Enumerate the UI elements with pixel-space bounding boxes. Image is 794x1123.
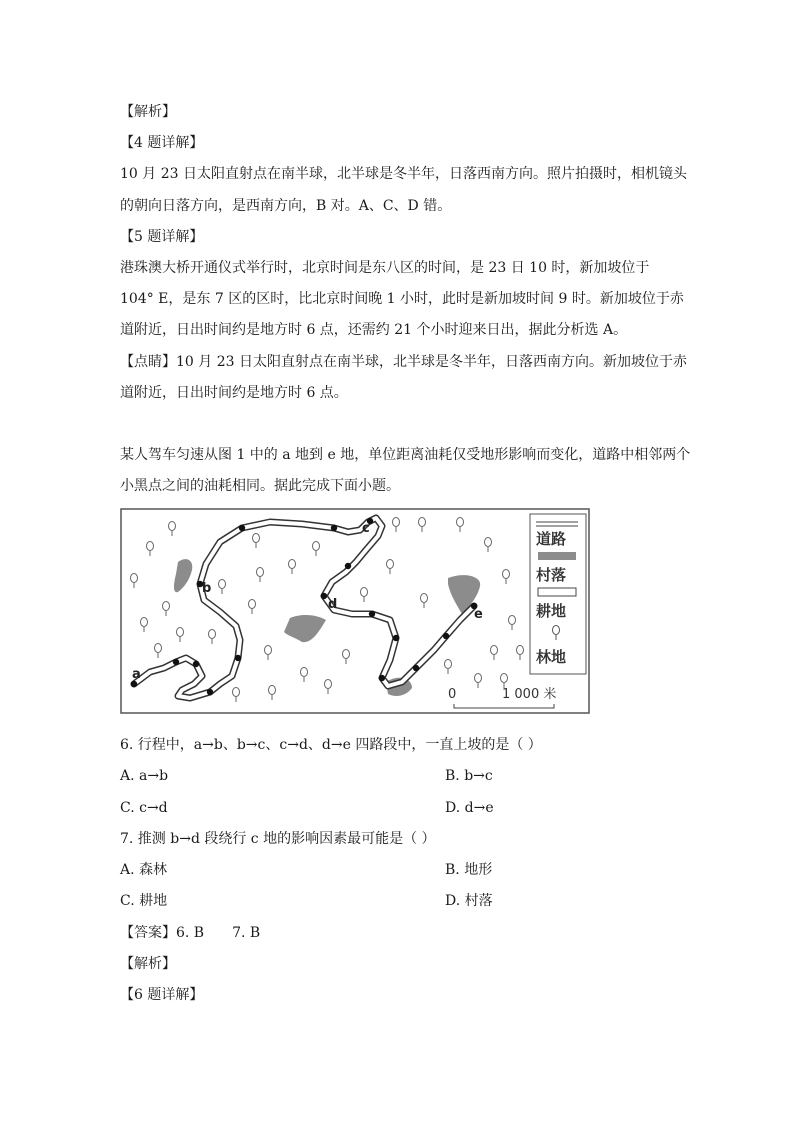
line-q5-1: 港珠澳大桥开通仪式举行时，北京时间是东八区的时间，是 23 日 10 时，新加坡位于	[120, 260, 650, 276]
answer-label: 【答案】	[120, 925, 176, 941]
line-q5-2: 104° E，是东 7 区的区时，比北京时间晚 1 小时，此时是新加坡时间 9 时。新加坡位于赤	[120, 291, 684, 307]
q6-stem: 6. 行程中，a→b、b→c、c→d、d→e 四路段中，一直上坡的是（ ）	[120, 737, 542, 753]
legend-farmland-label: 耕地	[536, 602, 567, 620]
q6-option-b: B. b→c	[445, 768, 493, 784]
road-dot	[235, 655, 241, 661]
q6-option-c: C. c→d	[120, 800, 168, 816]
line-q4-1: 10 月 23 日太阳直射点在南半球，北半球是冬半年，日落西南方向。照片拍摄时，相机镜头	[120, 166, 687, 182]
road-dot	[443, 633, 449, 639]
point-label-e: e	[474, 607, 483, 622]
legend	[530, 514, 586, 674]
road-dot	[379, 675, 385, 681]
intro-line-1: 某人驾车匀速从图 1 中的 a 地到 e 地，单位距离油耗仅受地形影响而变化，道路中相邻两个	[120, 447, 691, 463]
line-q4-2: 的朝向日落方向，是西南方向，B 对。A、C、D 错。	[120, 198, 452, 214]
road-dot	[173, 659, 179, 665]
legend-farmland-swatch	[538, 588, 576, 596]
q7-option-a: A. 森林	[120, 862, 168, 878]
legend-forest-label: 林地	[536, 648, 567, 666]
point-label-b: b	[202, 581, 212, 596]
line-q5-3: 道附近，日出时间约是地方时 6 点，还需约 21 个小时迎来日出，据此分析选 A。	[120, 322, 628, 338]
line-t5: 【5 题详解】	[120, 229, 204, 245]
q7-option-b: B. 地形	[445, 862, 493, 878]
line-t6: 【6 题详解】	[120, 987, 204, 1003]
road-dot	[393, 635, 399, 641]
road-dot	[207, 689, 213, 695]
road-dot	[193, 661, 199, 667]
line-dianjing-2: 道附近，日出时间约是地方时 6 点。	[120, 385, 348, 401]
q7-option-c: C. 耕地	[120, 893, 168, 909]
line-t4: 【4 题详解】	[120, 135, 204, 151]
answer-6: 6. B	[176, 925, 205, 941]
legend-road-label: 道路	[536, 530, 567, 548]
point-label-a: a	[132, 667, 141, 682]
road-dot	[239, 525, 245, 531]
q6-option-a: A. a→b	[120, 768, 169, 784]
q6-option-d: D. d→e	[445, 800, 494, 816]
point-label-c: c	[362, 521, 370, 536]
road-dot	[413, 665, 419, 671]
line-dianjing-1: 【点睛】10 月 23 日太阳直射点在南半球，北半球是冬半年，日落西南方向。新加坡位于赤	[120, 354, 687, 370]
road-dot	[321, 593, 327, 599]
answer-line	[120, 923, 260, 943]
q7-option-d: D. 村落	[445, 893, 493, 909]
road-dot	[369, 611, 375, 617]
line-jiexi-2: 【解析】	[120, 956, 176, 972]
road-dot	[331, 525, 337, 531]
line-jiexi-1: 【解析】	[120, 104, 176, 120]
legend-village-label: 村落	[536, 566, 567, 584]
scale-zero: 0	[448, 687, 457, 702]
scale-value: 1 000 米	[502, 687, 557, 702]
q7-stem: 7. 推测 b→d 段绕行 c 地的影响因素最可能是（ ）	[120, 831, 436, 847]
topographic-map-figure	[120, 508, 590, 714]
intro-line-2: 小黑点之间的油耗相同。据此完成下面小题。	[120, 478, 400, 494]
legend-village-swatch	[538, 552, 576, 560]
point-label-d: d	[328, 597, 338, 612]
answer-7: 7. B	[232, 925, 261, 941]
road-dot	[345, 563, 351, 569]
